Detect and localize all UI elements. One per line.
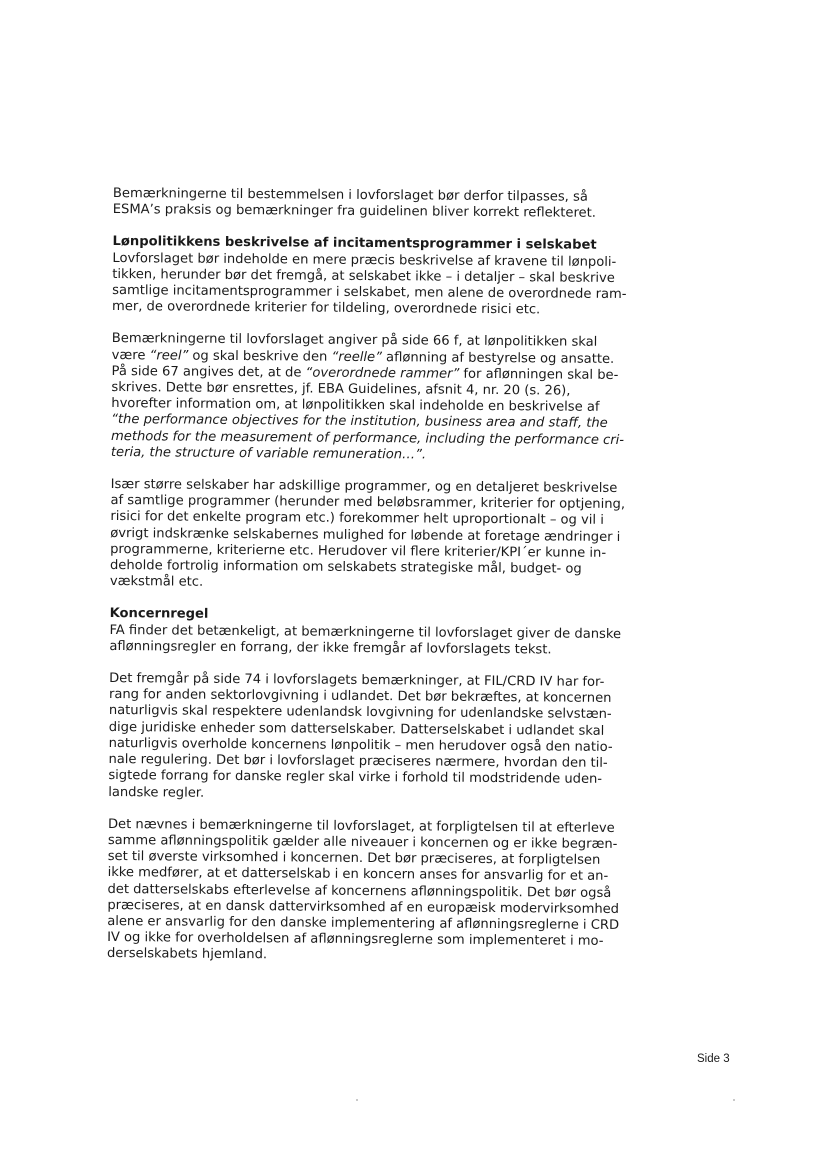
text-line — [113, 202, 643, 222]
text-segment: tikken, herunder bør det fremgå, at selskabet ikke – i detaljer – skal beskrive — [112, 266, 615, 286]
text-segment: aflønningsregler en forrang, der ikke fremgår af lovforslagets tekst. — [109, 638, 552, 658]
text-segment: naturligvis overholde koncernens lønpolitik – men herudover også den natio- — [108, 735, 613, 755]
text-segment: naturligvis skal respektere udenlandsk lovgivning for udenlandske selvstæn- — [108, 703, 612, 723]
text-segment: nale regulering. Det bør i lovforslaget præciseres nærmere, hvordan den til- — [108, 752, 608, 771]
section-heading: Lønpolitikkens beskrivelse af incitamentsprogrammer i selskabet — [112, 234, 597, 254]
text-segment: Det nævnes i bemærkningerne til lovforslaget, at forpligtelsen til at efterleve — [107, 816, 615, 836]
text-segment: alene er ansvarlig for den danske implementering af aflønningsreglerne i CRD — [107, 913, 620, 933]
italic-text-segment: teria, the structure of variable remuneration…”. — [110, 444, 427, 463]
text-segment: Især større selskaber har adskillige programmer, og en detaljeret beskrivelse — [110, 477, 618, 497]
document-paragraph — [110, 477, 641, 595]
text-segment: set til øverste virksomhed i koncernen. Det bør præciseres, at forpligtelsen — [107, 849, 601, 868]
document-body — [107, 186, 643, 983]
text-segment: samtlige incitamentsprogrammer i selskabet, men alene de overordnede ram- — [112, 283, 627, 303]
italic-text-segment: “reel” — [149, 347, 189, 364]
text-segment: risici for det enkelte program etc.) forekommer helt uproportionalt – og vil i — [110, 509, 604, 529]
text-segment: øvrigt indskrænke selskabernes mulighed for løbende at foretage ændringer i — [110, 525, 621, 545]
text-segment: af samtlige programmer (herunder med beløbsrammer, kriterier for optjening, — [110, 493, 626, 513]
text-segment: samme aflønningspolitik gælder alle niveauer i koncernen og er ikke begræn- — [107, 832, 618, 852]
text-segment: Bemærkningerne til lovforslaget angiver på side 66 f, at lønpolitikken skal — [111, 331, 598, 351]
scan-speck — [733, 1099, 735, 1101]
text-segment: være — [111, 347, 150, 363]
text-segment: programmerne, kriterierne etc. Herudover vil flere kriterier/KPI´er kunne in- — [110, 541, 607, 561]
text-segment: På side 67 angives det, at de — [111, 363, 306, 381]
italic-text-segment: “overordnede rammer” — [305, 365, 460, 382]
text-segment: hvorefter information om, at lønpolitikken skal indeholde en beskrivelse af — [111, 396, 600, 416]
text-segment: Bemærkningerne til bestemmelsen i lovforslaget bør derfor tilpasses, så — [112, 186, 588, 205]
text-segment: det datterselskabs efterlevelse af koncernens aflønningspolitik. Det bør også — [107, 881, 612, 901]
text-segment: deholde fortrolig information om selskabets strategiske mål, budget- og — [109, 558, 582, 577]
section-heading: Koncernregel — [109, 606, 209, 623]
text-segment: skrives. Dette bør ensrettes, jf. EBA Guidelines, afsnit 4, nr. 20 (s. 26), — [111, 380, 571, 399]
italic-text-segment: “reelle” — [331, 349, 382, 365]
text-segment: mer, de overordnede kriterier for tildeling, overordnede risici etc. — [111, 299, 541, 318]
document-paragraph — [112, 234, 643, 319]
italic-text-segment: “the performance objectives for the institution, business area and staff, the — [111, 412, 608, 432]
document-paragraph — [111, 331, 642, 465]
text-segment: for aflønningen skal be- — [459, 366, 619, 383]
text-segment: og skal beskrive den — [188, 348, 332, 365]
text-segment: FA finder det betænkeligt, at bemærkningerne til lovforslaget giver de danske — [109, 622, 622, 642]
text-segment: aflønning af bestyrelse og ansatte. — [381, 349, 615, 367]
text-segment: rang for anden sektorlovgivning i udlandet. Det bør bekræftes, at koncernen — [108, 687, 612, 707]
text-segment: ESMA’s praksis og bemærkninger fra guidelinen bliver korrekt reflekteret. — [112, 202, 596, 221]
text-segment: derselskabets hjemland. — [106, 946, 268, 963]
text-segment: dige juridiske enheder som datterselskaber. Datterselskabet i udlandet skal — [108, 719, 605, 739]
text-segment: præciseres, at en dansk dattervirksomhed af en europæisk modervirksomhed — [107, 897, 620, 917]
document-paragraph — [109, 606, 639, 659]
page-number: Side 3 — [697, 1053, 730, 1065]
text-segment: landske regler. — [108, 784, 205, 801]
document-paragraph — [108, 671, 639, 805]
text-segment: sigtede forrang for danske regler skal virke i forhold til modstridende uden- — [108, 768, 603, 788]
document-paragraph — [107, 817, 638, 967]
text-segment: Det fremgår på side 74 i lovforslagets bemærkninger, at FIL/CRD IV har for- — [109, 671, 605, 690]
text-segment: IV og ikke for overholdelsen af aflønningsreglerne som implementeret i mo- — [107, 930, 604, 950]
scan-speck — [356, 1099, 358, 1101]
text-segment: vækstmål etc. — [109, 574, 204, 590]
italic-text-segment: methods for the measurement of performance, including the performance cri- — [110, 428, 625, 448]
text-segment: Lovforslaget bør indeholde en mere præcis beskrivelse af kravene til lønpoli- — [112, 250, 617, 270]
document-paragraph — [113, 186, 643, 223]
text-segment: ikke medfører, at et datterselskab i en koncern anses for ansvarlig for et an- — [107, 865, 609, 885]
